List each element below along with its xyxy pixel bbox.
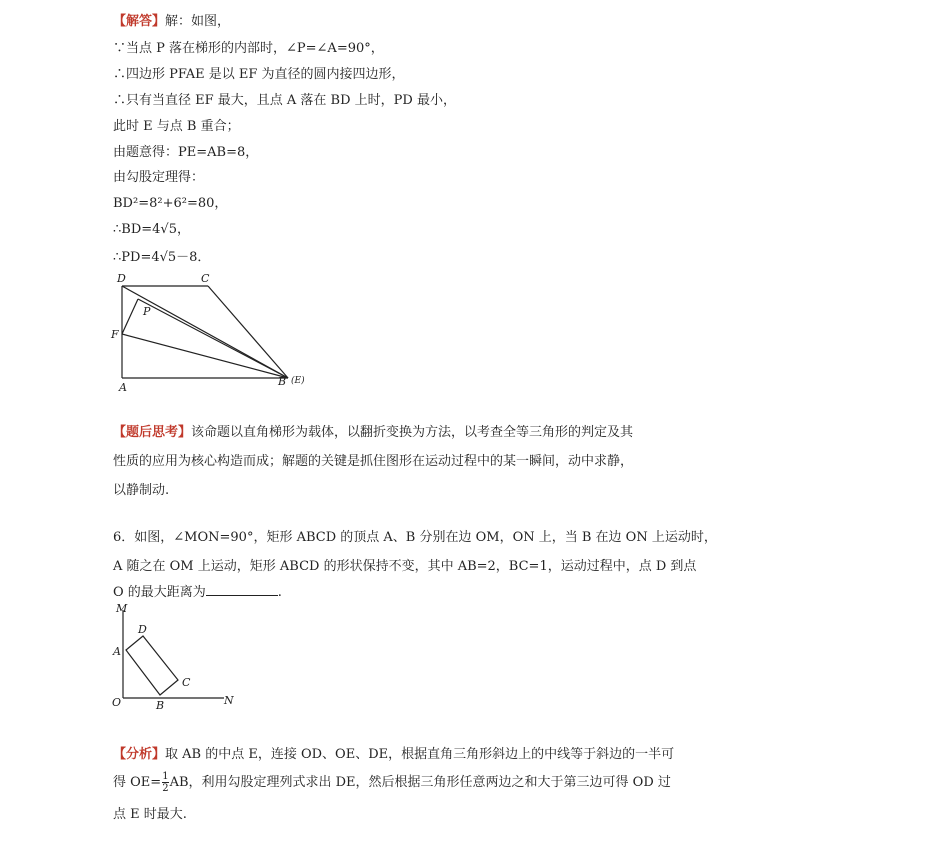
label-b2: B: [156, 699, 165, 712]
label-f: F: [111, 328, 119, 341]
trapezoid-figure: [105, 268, 325, 398]
label-p: P: [143, 305, 151, 318]
segment-pb: [138, 299, 288, 378]
label-e: (E): [291, 376, 305, 386]
label-n: N: [224, 694, 234, 707]
reflection-tag: 【题后思考】: [113, 425, 192, 440]
answer-blank[interactable]: [206, 585, 278, 596]
rectangle-abcd: [126, 636, 178, 695]
analysis-tag: 【分析】: [113, 747, 166, 762]
analysis-line-3: 点 E 时最大.: [113, 807, 187, 822]
reflection-line-0: 【题后思考】该命题以直角梯形为载体，以翻折变换为方法，以考查全等三角形的判定及其: [113, 425, 634, 440]
reflection-line-1: 性质的应用为核心构造而成；解题的关键是抓住图形在运动过程中的某一瞬间，动中求静，: [113, 454, 634, 469]
label-o: O: [112, 696, 122, 709]
analysis-line-2: 得 OE= $\frac{1}{2}$ AB，利用勾股定理列式求出 DE，然后根据三角形任意两边之和大于第三边可得 OD 过: [113, 771, 671, 794]
analysis-line-1: 【分析】取 AB 的中点 E，连接 OD、OE、DE，根据直角三角形斜边上的中线等于斜边的一半可: [113, 747, 675, 762]
label-c2: C: [182, 676, 191, 689]
solution-line-4: 此时 E 与点 B 重合；: [113, 119, 240, 134]
solution-line-7: BD²=8²+6²=80，: [113, 196, 228, 211]
label-d: D: [117, 272, 126, 285]
solution-line-0: 【解答】解：如图，: [113, 14, 231, 29]
solution-line-5: 由题意得：PE=AB=8，: [113, 145, 259, 160]
solution-line-9: ∴PD=4√5－8．: [113, 250, 211, 265]
rectangle-figure: [108, 600, 248, 712]
reflection-line-2: 以静制动.: [113, 483, 170, 498]
segment-db: [122, 286, 288, 378]
label-b: B: [278, 375, 287, 388]
label-m: M: [116, 602, 128, 615]
fraction-half: $\frac{1}{2}$: [162, 771, 169, 794]
solution-line-8: ∴BD=4√5，: [113, 222, 190, 237]
segment-cb: [208, 286, 288, 378]
problem6-line-2: O 的最大距离为 .: [113, 585, 282, 600]
segment-fp: [122, 299, 138, 334]
label-a: A: [119, 381, 127, 394]
problem6-line-1: A 随之在 OM 上运动，矩形 ABCD 的形状保持不变，其中 AB=2，BC=1，运动过程中，点 D 到点: [113, 559, 697, 574]
solution-line-3: ∴只有当直径 EF 最大，且点 A 落在 BD 上时，PD 最小，: [113, 93, 456, 108]
label-c: C: [201, 272, 210, 285]
solution-line-1: ∵当点 P 落在梯形的内部时，∠P=∠A=90°，: [113, 41, 384, 56]
solution-tag: 【解答】: [113, 14, 166, 29]
problem6-line-0: 6．如图，∠MON=90°，矩形 ABCD 的顶点 A、B 分别在边 OM，ON 上，当 B 在边 ON 上运动时，: [113, 530, 717, 545]
label-a2: A: [113, 645, 121, 658]
label-d2: D: [138, 623, 147, 636]
segment-fb: [122, 334, 288, 378]
solution-line-2: ∴四边形 PFAE 是以 EF 为直径的圆内接四边形，: [113, 67, 405, 82]
solution-line-6: 由勾股定理得：: [113, 170, 205, 185]
